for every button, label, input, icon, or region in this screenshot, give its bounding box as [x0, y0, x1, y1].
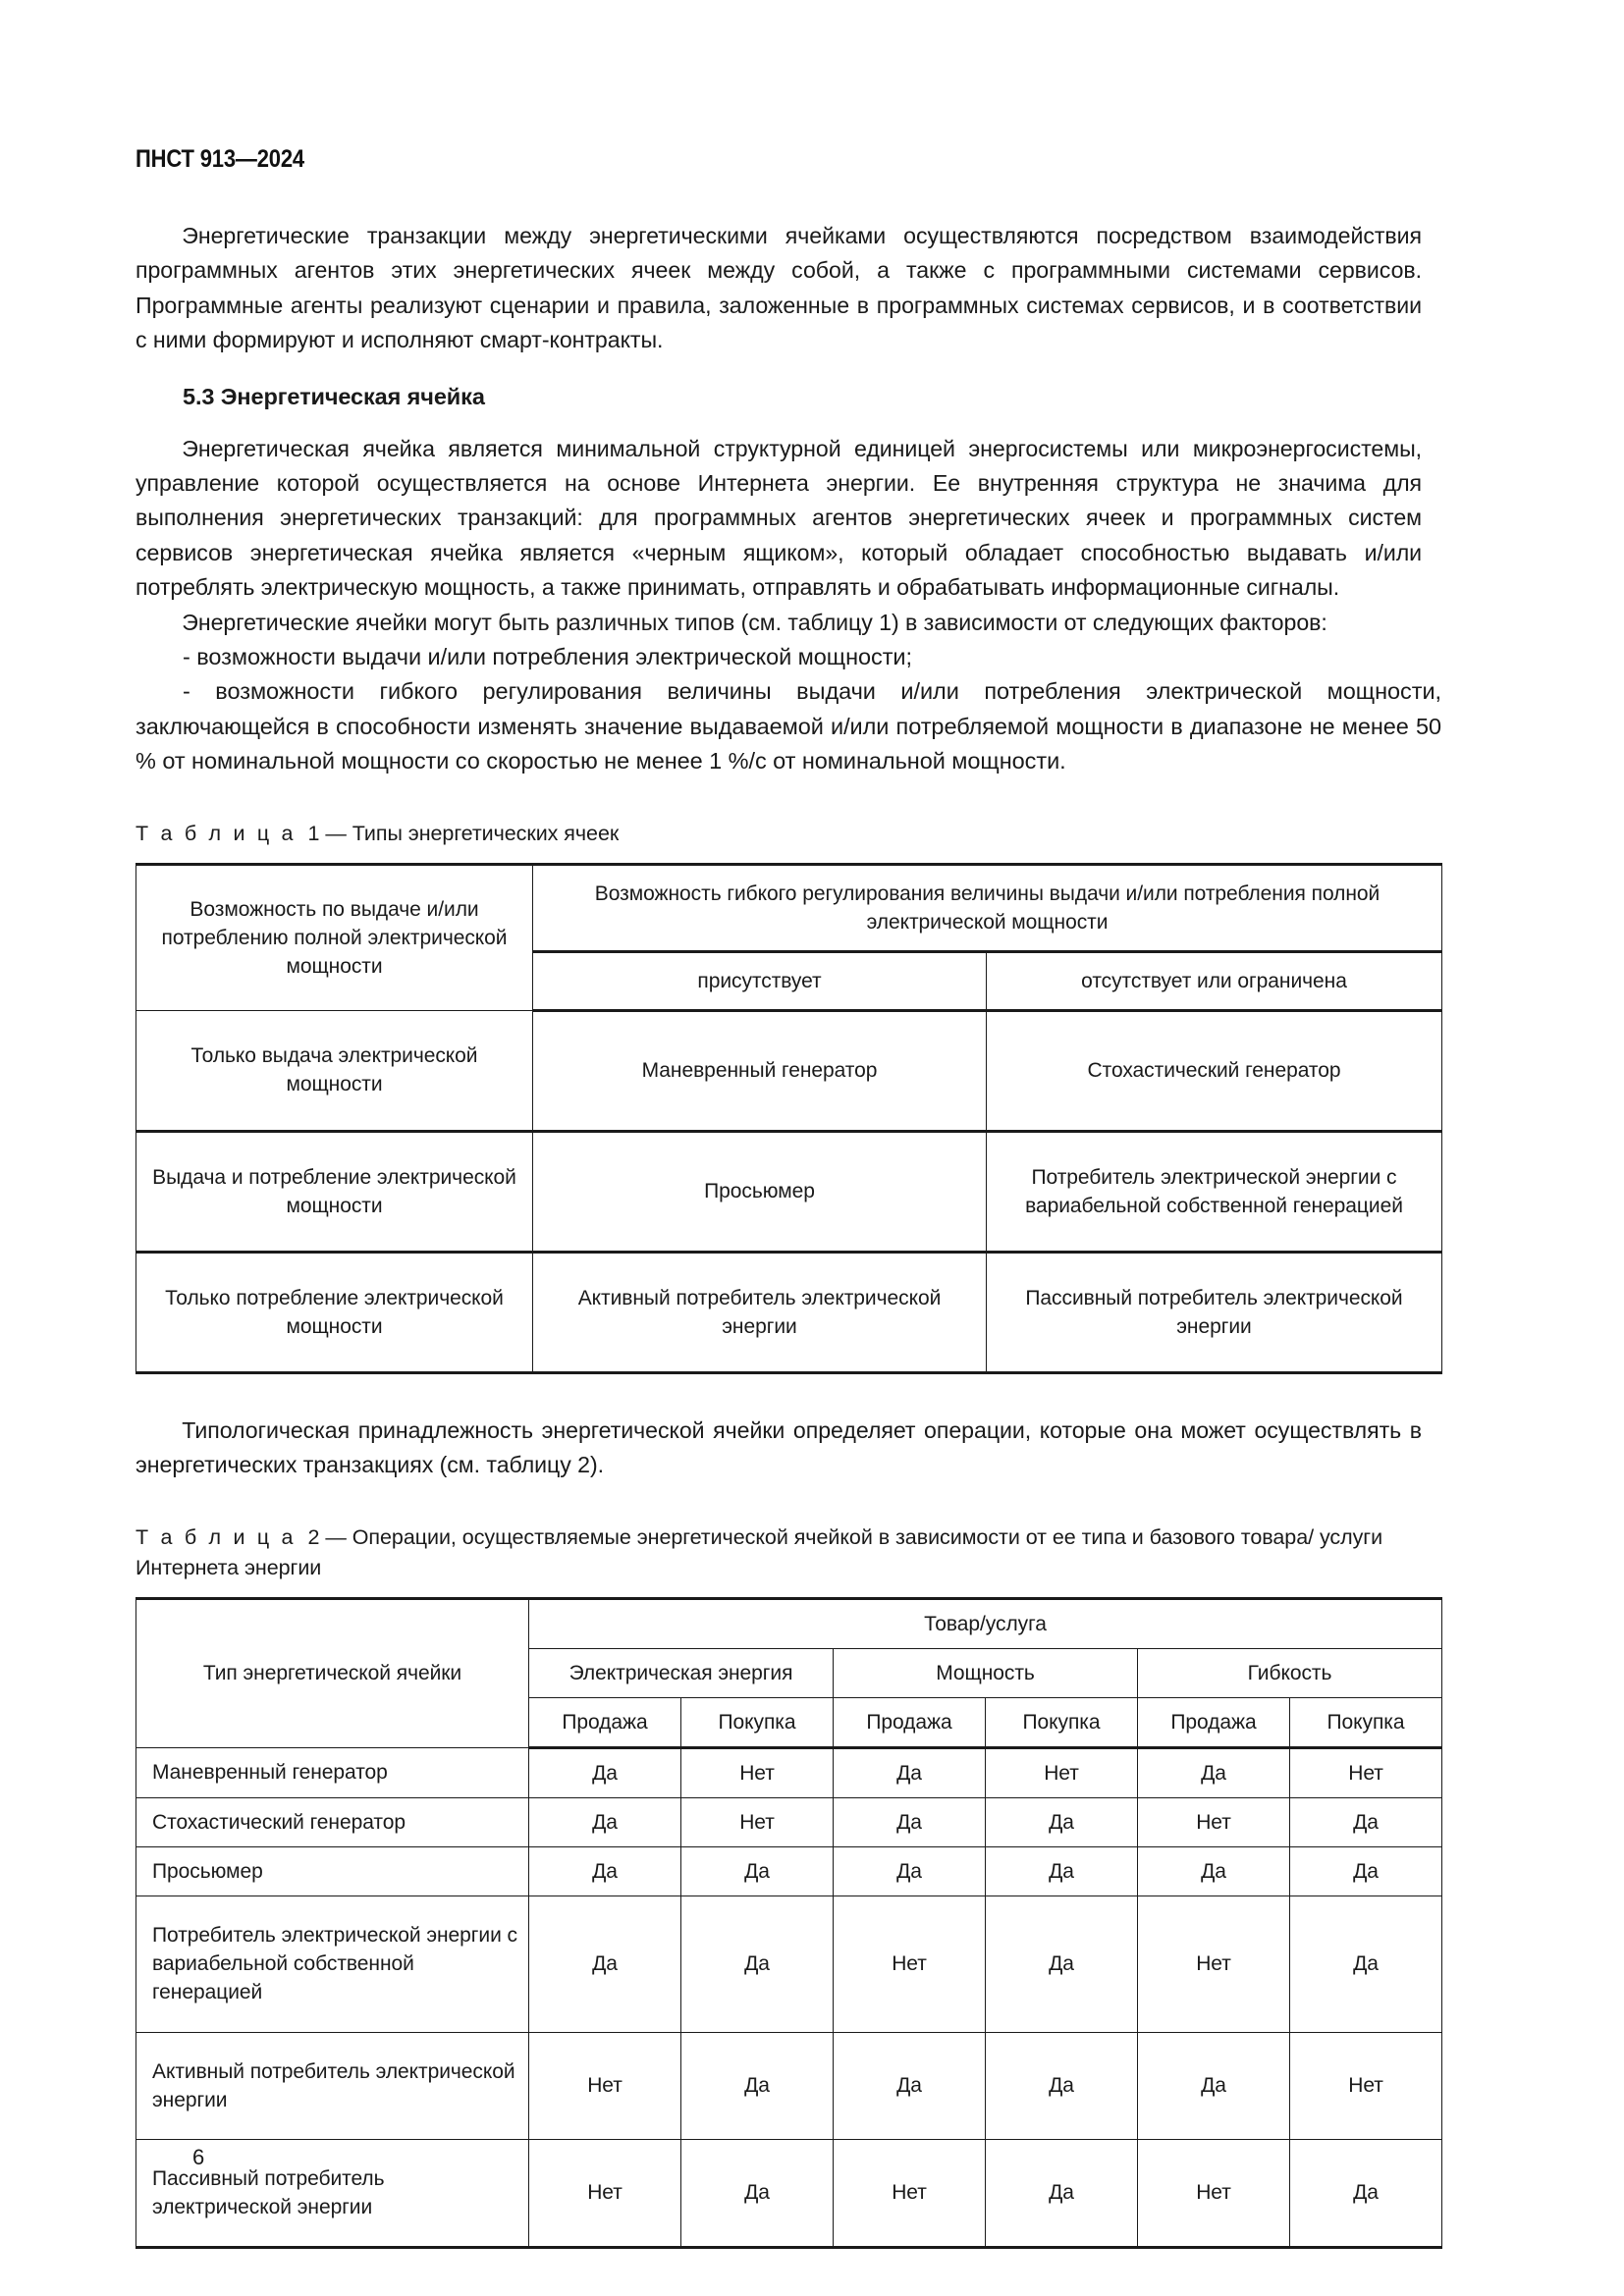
- table-2-row-3-val-5: Да: [1138, 1846, 1290, 1896]
- table-2-row-5-val-6: Нет: [1290, 2032, 1442, 2139]
- section-heading-5-3: 5.3 Энергетическая ячейка: [183, 383, 485, 409]
- table-1-caption-label: Т а б л и ц а: [135, 821, 297, 845]
- table-2-header-subgroup-electricity: Электрическая энергия: [529, 1648, 834, 1697]
- table-2-row-1-val-2: Нет: [681, 1747, 834, 1797]
- table-2-row-4-val-3: Нет: [834, 1896, 986, 2032]
- table-2-row-3-val-4: Да: [986, 1846, 1138, 1896]
- table-2-row-4-type: Потребитель электрической энергии с вариабельной собственной генерацией: [136, 1896, 529, 2032]
- table-1-header-row-1: [136, 864, 1442, 951]
- table-2-row-4-val-4: Да: [986, 1896, 1138, 2032]
- table-2-row-4-val-6: Да: [1290, 1896, 1442, 2032]
- table-2-row-1-val-3: Да: [834, 1747, 986, 1797]
- table-2-header-type-col: Тип энергетической ячейки: [136, 1598, 529, 1747]
- table-1-header-sub-absent: отсутствует или ограничена: [987, 951, 1442, 1010]
- table-2-row-6-val-5: Нет: [1138, 2139, 1290, 2247]
- table-2-row-2-val-4: Да: [986, 1797, 1138, 1846]
- table-2-header-op-6: Покупка: [1290, 1697, 1442, 1747]
- table-2-row-5-val-3: Да: [834, 2032, 986, 2139]
- table-row: [136, 1846, 1442, 1896]
- table-2-energy-cell-operations: [135, 1597, 1442, 2249]
- table-2-row-2-val-5: Нет: [1138, 1797, 1290, 1846]
- table-1-row-3-label: Только потребление электрической мощности: [136, 1252, 533, 1372]
- table-2-row-5-val-4: Да: [986, 2032, 1138, 2139]
- table-2-row-1-val-1: Да: [529, 1747, 681, 1797]
- paragraph-after-table-1: Типологическая принадлежность энергетической ячейки определяет операции, которые она может осуществлять в энергетических транзакциях (см. таблицу 2).: [135, 1416, 1423, 1478]
- table-2-row-6-type: Пассивный потребитель электрической энергии: [136, 2139, 529, 2247]
- table-1-caption-number: 1: [307, 821, 320, 845]
- table-2-row-6-val-4: Да: [986, 2139, 1138, 2247]
- table-2-row-2-type: Стохастический генератор: [136, 1797, 529, 1846]
- page-number: 6: [192, 2145, 205, 2169]
- table-2-header-op-2: Покупка: [681, 1697, 834, 1747]
- table-2-row-6-val-2: Да: [681, 2139, 834, 2247]
- table-1-row-3-absent: Пассивный потребитель электрической энергии: [987, 1252, 1442, 1372]
- table-2-row-2-val-2: Нет: [681, 1797, 834, 1846]
- table-2-row-1-val-6: Нет: [1290, 1747, 1442, 1797]
- table-2-row-4-val-1: Да: [529, 1896, 681, 2032]
- table-2-row-2-val-6: Да: [1290, 1797, 1442, 1846]
- table-1-caption: [135, 819, 1441, 849]
- table-1-header-sub-present: присутствует: [533, 951, 987, 1010]
- table-2-caption-label: Т а б л и ц а: [135, 1524, 297, 1549]
- table-2-row-5-type: Активный потребитель электрической энергии: [136, 2032, 529, 2139]
- page-content: [135, 145, 1441, 2249]
- table-2-row-3-type: Просьюмер: [136, 1846, 529, 1896]
- table-2-header-op-3: Продажа: [834, 1697, 986, 1747]
- list-item-factor-1: - возможности выдачи и/или потребления электрической мощности;: [183, 644, 912, 670]
- table-1-row-1-present: Маневренный генератор: [533, 1010, 987, 1131]
- table-2-row-5-val-1: Нет: [529, 2032, 681, 2139]
- table-2-row-2-val-3: Да: [834, 1797, 986, 1846]
- table-1-header-group: Возможность гибкого регулирования величины выдачи и/или потребления полной электрической мощности: [533, 864, 1442, 951]
- table-2-header-op-1: Продажа: [529, 1697, 681, 1747]
- table-1-row-2-present: Просьюмер: [533, 1131, 987, 1252]
- table-1-row-1-label: Только выдача электрической мощности: [136, 1010, 533, 1131]
- table-2-row-6-val-1: Нет: [529, 2139, 681, 2247]
- table-2-row-3-val-3: Да: [834, 1846, 986, 1896]
- table-1-energy-cell-types: [135, 863, 1442, 1374]
- table-2-row-3-val-1: Да: [529, 1846, 681, 1896]
- table-row: [136, 1010, 1442, 1131]
- table-2-row-1-type: Маневренный генератор: [136, 1747, 529, 1797]
- paragraph-types-intro: Энергетические ячейки могут быть различных типов (см. таблицу 1) в зависимости от следующих факторов:: [182, 609, 1327, 635]
- table-2-row-4-val-5: Нет: [1138, 1896, 1290, 2032]
- table-2-row-3-val-6: Да: [1290, 1846, 1442, 1896]
- table-2-caption: [135, 1522, 1441, 1583]
- table-2-header-op-4: Покупка: [986, 1697, 1138, 1747]
- table-row: [136, 2139, 1442, 2247]
- table-1-row-2-label: Выдача и потребление электрической мощности: [136, 1131, 533, 1252]
- table-row: [136, 1747, 1442, 1797]
- table-1-row-2-absent: Потребитель электрической энергии с вариабельной собственной генерацией: [987, 1131, 1442, 1252]
- list-item-factor-2: - возможности гибкого регулирования величины выдачи и/или потребления электрической мощности, заключающейся в способности изменять значение выдаваемой и/или потребляемой мощности в диапазоне не менее 50 % от номинальной мощности со скоростью не менее 1 %/с от номинальной мощности.: [135, 678, 1441, 774]
- table-2-row-2-val-1: Да: [529, 1797, 681, 1846]
- table-2-caption-text: — Операции, осуществляемые энергетической ячейкой в зависимости от ее типа и базового товара/ услуги Интернета энергии: [135, 1524, 1383, 1579]
- table-1-row-3-present: Активный потребитель электрической энергии: [533, 1252, 987, 1372]
- table-row: [136, 1797, 1442, 1846]
- table-1-caption-text: — Типы энергетических ячеек: [325, 821, 620, 845]
- table-2-header-group: Товар/услуга: [529, 1598, 1442, 1648]
- table-2-header-op-5: Продажа: [1138, 1697, 1290, 1747]
- table-2-row-6-val-6: Да: [1290, 2139, 1442, 2247]
- table-2-row-5-val-2: Да: [681, 2032, 834, 2139]
- table-1-header-col1: Возможность по выдаче и/или потреблению полной электрической мощности: [136, 864, 533, 1010]
- table-row: [136, 2032, 1442, 2139]
- running-head: ПНСТ 913—2024: [135, 145, 304, 173]
- table-2-row-1-val-4: Нет: [986, 1747, 1138, 1797]
- paragraph-intro: Энергетические транзакции между энергетическими ячейками осуществляются посредством взаимодействия программных агентов этих энергетических ячеек между собой, а также с программными системами сервисов. Программные агенты реализуют сценарии и правила, заложенные в программных системах сервисов, и в соответствии с ними формируют и исполняют смарт-контракты.: [135, 223, 1423, 353]
- table-row: [136, 1131, 1442, 1252]
- table-row: [136, 1896, 1442, 2032]
- table-1-row-1-absent: Стохастический генератор: [987, 1010, 1442, 1131]
- table-2-caption-number: 2: [307, 1524, 320, 1549]
- table-2-row-4-val-2: Да: [681, 1896, 834, 2032]
- table-2-row-6-val-3: Нет: [834, 2139, 986, 2247]
- table-2-row-1-val-5: Да: [1138, 1747, 1290, 1797]
- table-2-header-subgroup-power: Мощность: [834, 1648, 1138, 1697]
- table-row: [136, 1252, 1442, 1372]
- table-2-header-row-1: [136, 1598, 1442, 1648]
- table-2-header-subgroup-flexibility: Гибкость: [1138, 1648, 1442, 1697]
- table-2-row-5-val-5: Да: [1138, 2032, 1290, 2139]
- table-2-row-3-val-2: Да: [681, 1846, 834, 1896]
- paragraph-cell-definition: Энергетическая ячейка является минимальной структурной единицей энергосистемы или микроэнергосистемы, управление которой осуществляется на основе Интернета энергии. Ее внутренняя структура не значима для выполнения энергетических транзакций: для программных агентов энергетических ячеек и программных систем сервисов энергетическая ячейка является «черным ящиком», который обладает способностью выдавать и/или потреблять электрическую мощность, а также принимать, отправлять и обрабатывать информационные сигналы.: [135, 435, 1423, 601]
